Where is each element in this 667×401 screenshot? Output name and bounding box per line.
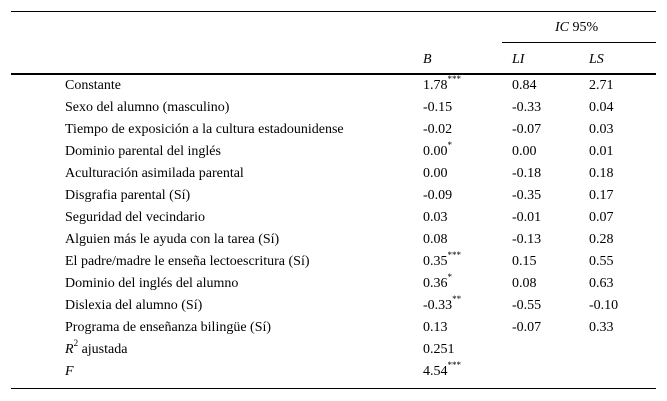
row-lower-limit: -0.33 <box>512 100 542 115</box>
row-coefficient: 0.03 <box>423 210 448 225</box>
row-coefficient: -0.15 <box>423 100 453 115</box>
row-lower-limit: -0.01 <box>512 210 542 225</box>
row-coefficient-cell <box>423 250 461 270</box>
f-value: 4.54 <box>423 364 448 379</box>
row-upper-limit: 0.07 <box>589 210 614 225</box>
row-coefficient-cell <box>423 210 448 226</box>
regression-table <box>11 11 656 389</box>
row-coefficient-cell <box>423 294 462 314</box>
row-upper-limit: 2.71 <box>589 78 614 93</box>
row-coefficient-cell <box>423 232 448 248</box>
r2-value: 0.251 <box>423 342 455 357</box>
row-significance: * <box>447 140 452 151</box>
row-upper-limit: 0.03 <box>589 122 614 137</box>
r2-label-rest: ajustada <box>78 342 128 357</box>
row-lower-limit: -0.07 <box>512 320 542 335</box>
row-coefficient-cell <box>423 74 461 94</box>
row-significance: ** <box>452 294 462 305</box>
row-upper-limit: 0.55 <box>589 254 614 269</box>
row-lower-limit: 0.00 <box>512 144 537 159</box>
row-label: Alguien más le ayuda con la tarea (Sí) <box>65 232 280 247</box>
r2-exponent: 2 <box>73 338 79 349</box>
row-upper-limit: 0.18 <box>589 166 614 181</box>
row-coefficient-cell <box>423 272 452 292</box>
ic-header-italic: IC <box>555 20 569 35</box>
row-coefficient-cell <box>423 166 448 182</box>
r2-label <box>65 338 128 358</box>
row-label: Disgrafia parental (Sí) <box>65 188 191 203</box>
f-value-cell <box>423 360 461 380</box>
ic-span-rule <box>502 42 656 43</box>
row-coefficient: 1.78 <box>423 78 448 93</box>
row-coefficient: 0.00 <box>423 166 448 181</box>
row-label: Dislexia del alumno (Sí) <box>65 298 203 313</box>
row-coefficient: -0.33 <box>423 298 453 313</box>
row-upper-limit: 0.01 <box>589 144 614 159</box>
table-bottom-rule <box>11 388 656 389</box>
r2-letter: R <box>65 342 74 357</box>
row-label: Aculturación asimilada parental <box>65 166 244 181</box>
row-label: Constante <box>65 78 121 93</box>
row-upper-limit: -0.10 <box>589 298 619 313</box>
row-upper-limit: 0.28 <box>589 232 614 247</box>
row-coefficient: 0.13 <box>423 320 448 335</box>
row-lower-limit: 0.15 <box>512 254 537 269</box>
row-coefficient-cell <box>423 188 452 204</box>
table-top-rule <box>11 11 656 12</box>
row-lower-limit: -0.35 <box>512 188 542 203</box>
row-label: Dominio del inglés del alumno <box>65 276 239 291</box>
row-lower-limit: -0.18 <box>512 166 542 181</box>
f-significance: *** <box>447 360 461 371</box>
row-significance: *** <box>447 74 461 85</box>
column-header-ls: LS <box>589 52 604 67</box>
row-significance: * <box>447 272 452 283</box>
row-coefficient: 0.35 <box>423 254 448 269</box>
row-coefficient: 0.36 <box>423 276 448 291</box>
row-upper-limit: 0.17 <box>589 188 614 203</box>
row-upper-limit: 0.63 <box>589 276 614 291</box>
ic-95-header <box>555 20 598 36</box>
row-label: Dominio parental del inglés <box>65 144 221 159</box>
row-label: Seguridad del vecindario <box>65 210 205 225</box>
row-coefficient: 0.08 <box>423 232 448 247</box>
row-coefficient-cell <box>423 122 452 138</box>
row-coefficient-cell <box>423 320 448 336</box>
row-upper-limit: 0.33 <box>589 320 614 335</box>
row-lower-limit: -0.13 <box>512 232 542 247</box>
column-header-b: B <box>423 52 432 67</box>
row-lower-limit: 0.84 <box>512 78 537 93</box>
row-coefficient-cell <box>423 140 452 160</box>
row-lower-limit: -0.55 <box>512 298 542 313</box>
column-header-li: LI <box>512 52 525 67</box>
row-label: Sexo del alumno (masculino) <box>65 100 230 115</box>
row-label: Tiempo de exposición a la cultura estadounidense <box>65 122 344 137</box>
row-upper-limit: 0.04 <box>589 100 614 115</box>
row-coefficient: 0.00 <box>423 144 448 159</box>
row-significance: *** <box>447 250 461 261</box>
row-lower-limit: -0.07 <box>512 122 542 137</box>
header-bottom-rule <box>11 73 656 75</box>
row-coefficient: -0.09 <box>423 188 453 203</box>
row-coefficient: -0.02 <box>423 122 453 137</box>
row-label: Programa de enseñanza bilingüe (Sí) <box>65 320 272 335</box>
ic-header-rest: 95% <box>569 20 599 35</box>
row-label: El padre/madre le enseña lectoescritura (Sí) <box>65 254 310 269</box>
row-lower-limit: 0.08 <box>512 276 537 291</box>
f-label: F <box>65 364 74 379</box>
row-coefficient-cell <box>423 100 452 116</box>
